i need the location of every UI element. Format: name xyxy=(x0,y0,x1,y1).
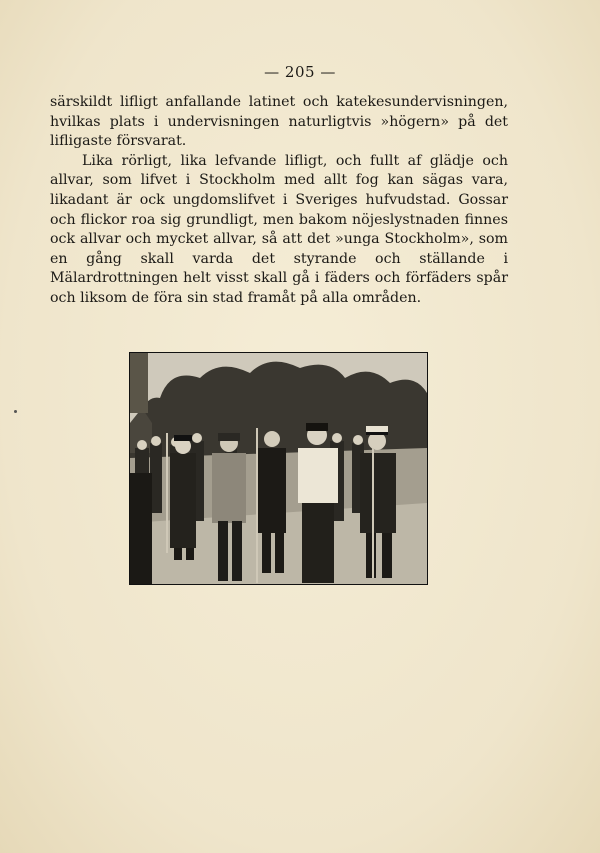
paragraph-2: Lika rörligt, lika lefvande lifligt, och fullt af glädje och allvar, som lifvet i Stockholm med allt fog kan sägas vara, likadant är ock ungdomslifvet i Sveriges hufvudstad. Gossar och flickor roa sig grundligt, men bakom nöjeslystnaden finnes ock allvar och mycket allvar, så att det »unga Stockholm», som en gång skall varda det styrande och ställande i Mälardrottningen helt visst skall gå i fäders och förfäders spår och liksom de föra sin stad framåt på alla områden. xyxy=(50,152,508,306)
halftone-photograph xyxy=(129,352,428,585)
page-number: — 205 — xyxy=(264,63,336,81)
photo-illustration xyxy=(130,353,427,584)
paper-speck xyxy=(14,410,17,413)
paragraph-1: särskildt lifligt anfallande latinet och katekesundervisningen, hvilkas plats i undervisningen naturligtvis »högern» på det lifligaste försvarat. xyxy=(50,94,508,150)
body-text xyxy=(50,93,508,309)
